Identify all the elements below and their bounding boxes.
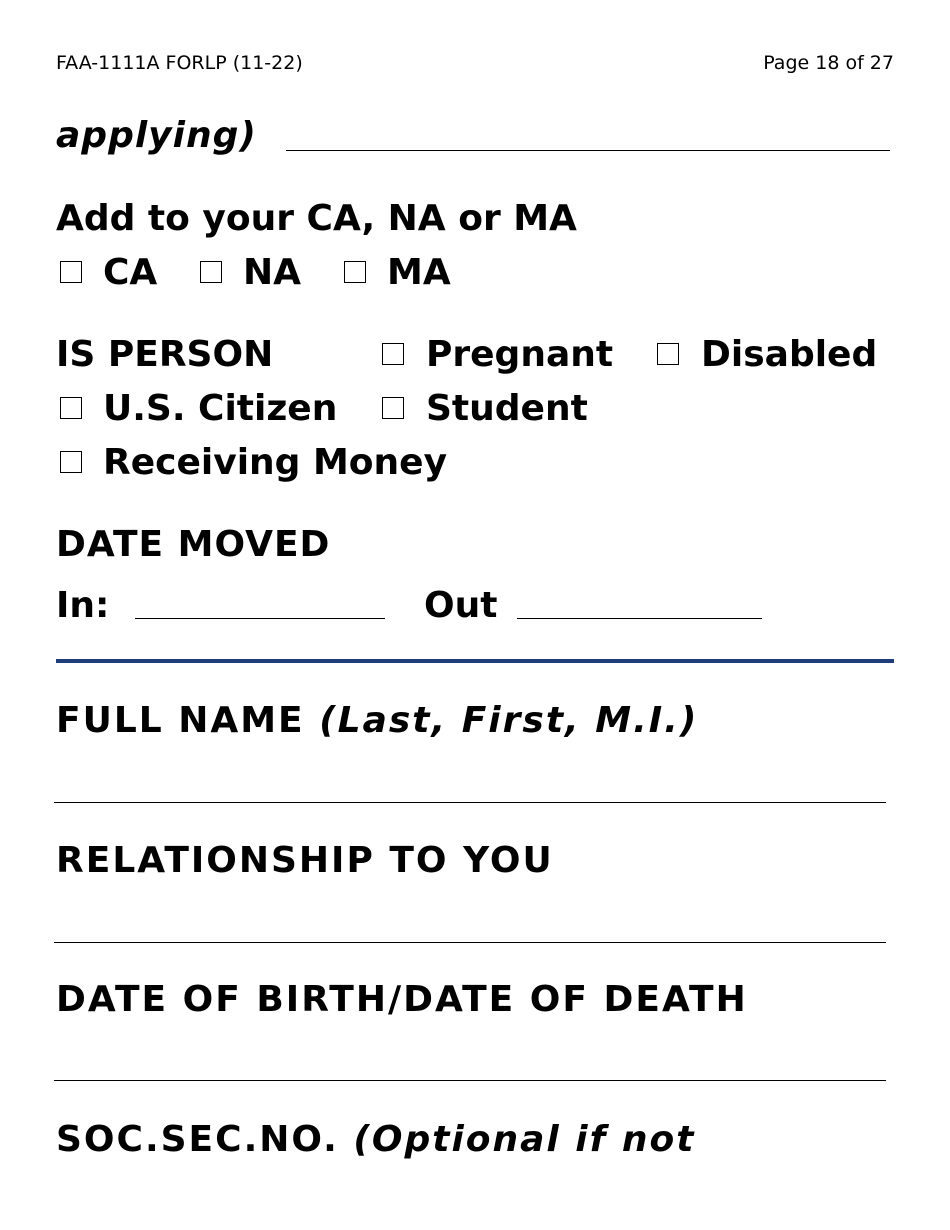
form-id: FAA-1111A FORLP (11-22) (56, 52, 303, 74)
ca-label: CA (103, 252, 158, 293)
pregnant-label: Pregnant (426, 334, 614, 375)
full-name-label-text: FULL NAME (56, 700, 320, 741)
ma-checkbox[interactable] (344, 261, 366, 283)
dob-dod-label: DATE OF BIRTH/DATE OF DEATH (56, 979, 748, 1020)
applying-answer-line[interactable] (286, 150, 890, 151)
ma-label: MA (387, 252, 451, 293)
relationship-label: RELATIONSHIP TO YOU (56, 840, 554, 881)
student-checkbox[interactable] (382, 397, 404, 419)
receiving-money-checkbox[interactable] (60, 451, 82, 473)
disabled-checkbox[interactable] (657, 343, 679, 365)
full-name-hint: (Last, First, M.I.) (319, 700, 699, 741)
add-to-program-label: Add to your CA, NA or MA (56, 198, 577, 239)
pregnant-checkbox[interactable] (382, 343, 404, 365)
date-moved-out-line[interactable] (517, 618, 762, 619)
applying-fragment: applying) (56, 115, 257, 156)
full-name-line[interactable] (54, 802, 886, 803)
date-moved-out-label: Out (424, 585, 498, 626)
date-moved-label: DATE MOVED (56, 524, 331, 565)
section-divider (56, 659, 894, 663)
is-person-label: IS PERSON (56, 334, 274, 375)
na-label: NA (243, 252, 301, 293)
page-number: Page 18 of 27 (763, 52, 894, 74)
date-moved-in-line[interactable] (135, 618, 385, 619)
student-label: Student (426, 388, 588, 429)
us-citizen-label: U.S. Citizen (103, 388, 338, 429)
receiving-money-label: Receiving Money (103, 442, 448, 483)
ssn-label (56, 1119, 696, 1160)
full-name-label (56, 700, 699, 741)
date-moved-in-label: In: (56, 585, 110, 626)
relationship-line[interactable] (54, 942, 886, 943)
na-checkbox[interactable] (200, 261, 222, 283)
us-citizen-checkbox[interactable] (60, 397, 82, 419)
ca-checkbox[interactable] (60, 261, 82, 283)
dob-dod-line[interactable] (54, 1080, 886, 1081)
ssn-label-text: SOC.SEC.NO. (56, 1119, 354, 1160)
ssn-hint: (Optional if not (353, 1119, 696, 1160)
disabled-label: Disabled (701, 334, 878, 375)
